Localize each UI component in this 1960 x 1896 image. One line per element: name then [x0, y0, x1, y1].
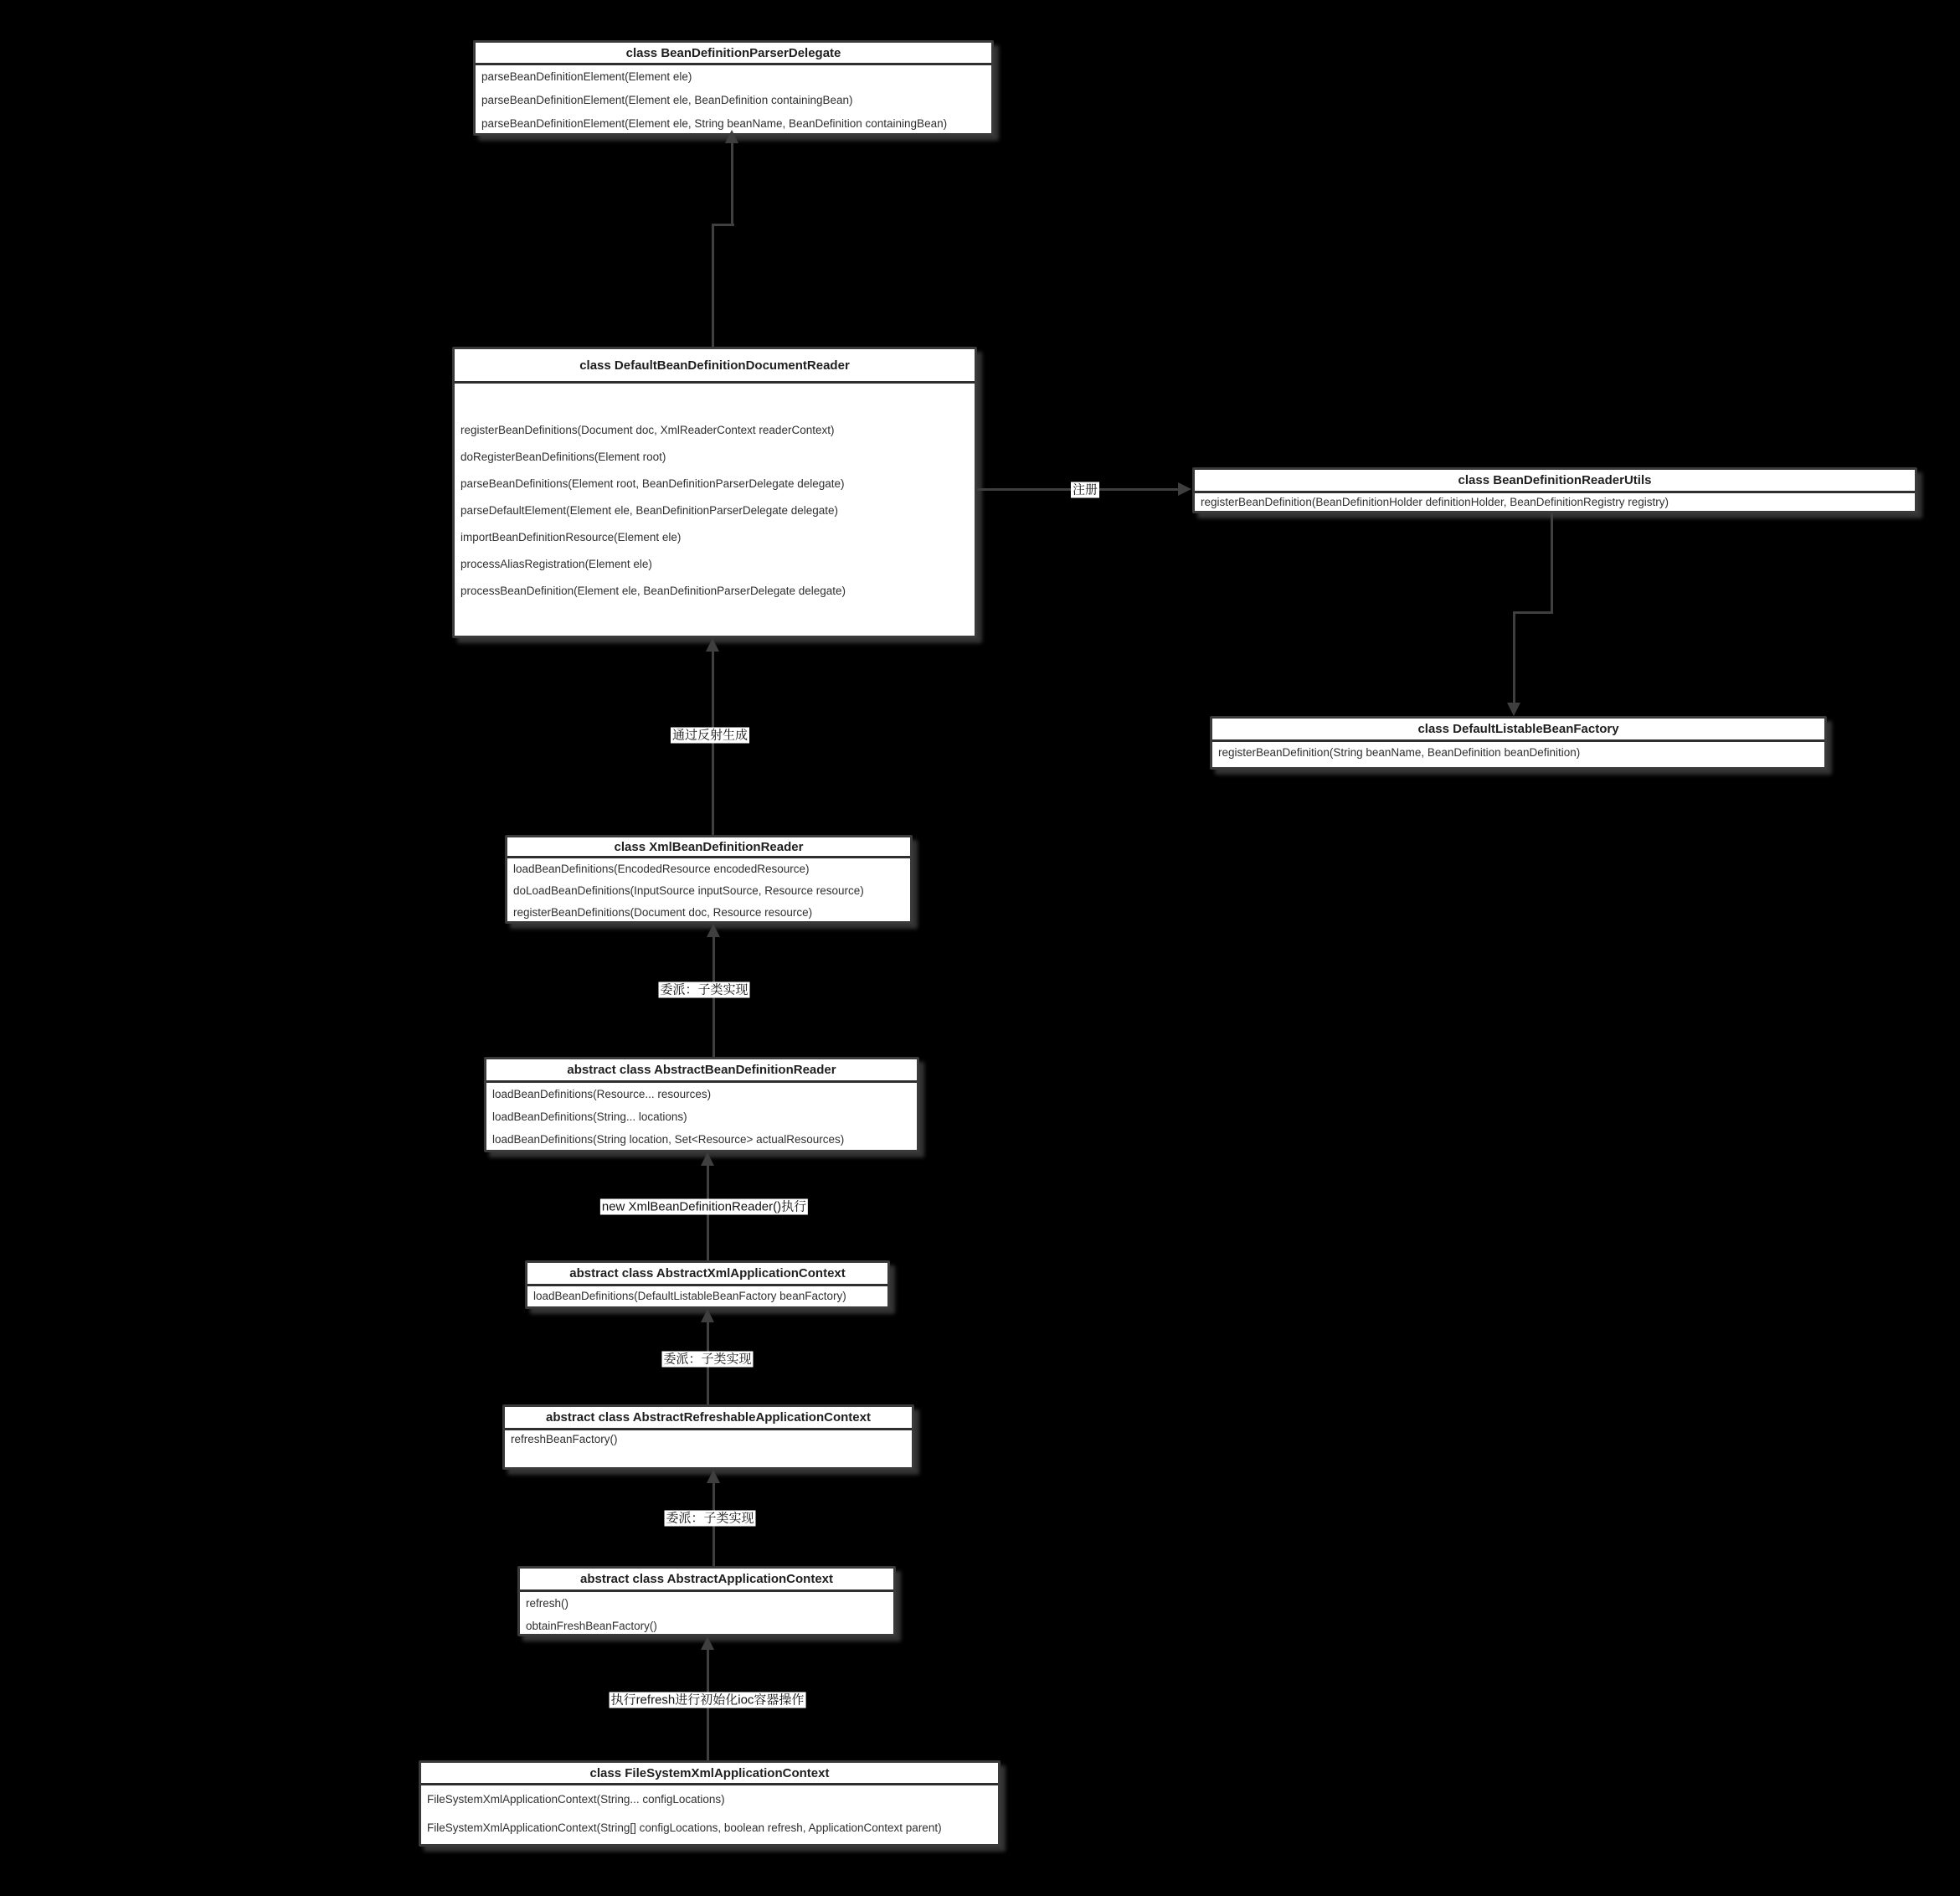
method-row: processAliasRegistration(Element ele)	[460, 558, 652, 570]
class-box-abstract-bean-definition-reader	[484, 1057, 919, 1152]
method-row: importBeanDefinitionResource(Element ele)	[460, 531, 682, 544]
method-row: doRegisterBeanDefinitions(Element root)	[460, 451, 666, 463]
method-row: parseBeanDefinitionElement(Element ele)	[481, 70, 692, 83]
class-box-default-listable-bean-factory	[1210, 716, 1827, 770]
class-methods	[455, 384, 975, 605]
class-title: class BeanDefinitionReaderUtils	[1195, 470, 1915, 493]
class-title: abstract class AbstractApplicationContext	[520, 1569, 893, 1592]
arrowhead-up-icon	[701, 1309, 714, 1322]
method-row: parseDefaultElement(Element ele, BeanDefinitionParserDelegate delegate)	[460, 504, 839, 517]
class-title: class XmlBeanDefinitionReader	[507, 837, 910, 858]
edge-documentreader-to-parserdelegate-segment	[712, 224, 714, 347]
class-box-abstract-application-context	[517, 1566, 896, 1636]
class-title: class FileSystemXmlApplicationContext	[421, 1763, 998, 1785]
class-methods	[527, 1286, 887, 1306]
class-box-default-bean-definition-document-reader	[452, 347, 977, 638]
class-methods	[505, 1430, 912, 1449]
method-row: FileSystemXmlApplicationContext(String... configLocations)	[427, 1793, 725, 1806]
edge-readerutils-to-listablebeanfactory-segment	[1551, 513, 1553, 614]
class-title: abstract class AbstractRefreshableApplicationContext	[505, 1407, 912, 1430]
class-methods	[421, 1785, 998, 1842]
method-row: loadBeanDefinitions(DefaultListableBeanFactory beanFactory)	[533, 1290, 846, 1302]
class-methods	[1212, 742, 1824, 764]
method-row: registerBeanDefinition(BeanDefinitionHolder definitionHolder, BeanDefinitionRegistry registry)	[1201, 496, 1669, 508]
class-title: class BeanDefinitionParserDelegate	[476, 43, 991, 65]
method-row: refreshBeanFactory()	[511, 1433, 618, 1445]
method-row: loadBeanDefinitions(String location, Set<Resource> actualResources)	[492, 1133, 845, 1146]
method-row: obtainFreshBeanFactory()	[526, 1620, 657, 1632]
method-row: registerBeanDefinition(String beanName, BeanDefinition beanDefinition)	[1218, 746, 1581, 759]
arrowhead-up-icon	[701, 1636, 714, 1650]
class-box-abstract-refreshable-application-context	[502, 1404, 914, 1470]
edge-label-reflection: 通过反射生成	[671, 728, 749, 743]
class-title: abstract class AbstractBeanDefinitionReader	[486, 1059, 917, 1083]
edge-label-delegate-subclass: 委派：子类实现	[666, 1511, 754, 1526]
class-methods	[520, 1592, 893, 1637]
class-methods	[486, 1083, 917, 1151]
class-box-abstract-xml-application-context	[525, 1260, 890, 1309]
method-row: FileSystemXmlApplicationContext(String[] configLocations, boolean refresh, ApplicationContext parent)	[427, 1821, 942, 1834]
arrowhead-down-icon	[1507, 703, 1520, 716]
class-methods	[1195, 493, 1915, 511]
arrowhead-right-icon	[1178, 482, 1191, 496]
edge-readerutils-to-listablebeanfactory-segment	[1513, 611, 1553, 614]
arrowhead-up-icon	[707, 1470, 720, 1483]
method-row: doLoadBeanDefinitions(InputSource inputSource, Resource resource)	[513, 884, 864, 897]
arrowhead-up-icon	[701, 1152, 714, 1166]
class-box-xml-bean-definition-reader	[505, 835, 913, 924]
class-box-bean-definition-reader-utils	[1192, 467, 1917, 513]
class-title: class DefaultListableBeanFactory	[1212, 719, 1824, 742]
method-row: loadBeanDefinitions(EncodedResource encodedResource)	[513, 863, 810, 875]
edge-label-delegate-subclass: 委派：子类实现	[663, 1352, 752, 1367]
class-methods	[476, 65, 991, 136]
method-row: processBeanDefinition(Element ele, BeanDefinitionParserDelegate delegate)	[460, 585, 846, 597]
method-row: loadBeanDefinitions(Resource... resources)	[492, 1088, 712, 1100]
edge-label-refresh-init: 执行refresh进行初始化ioc容器操作	[610, 1692, 805, 1708]
method-row: parseBeanDefinitionElement(Element ele, String beanName, BeanDefinition containingBean)	[481, 117, 948, 130]
edge-readerutils-to-listablebeanfactory-segment	[1513, 613, 1515, 703]
class-title: abstract class AbstractXmlApplicationContext	[527, 1263, 887, 1286]
method-row: refresh()	[526, 1597, 569, 1610]
edge-label-delegate-subclass: 委派：子类实现	[660, 982, 749, 997]
method-row: registerBeanDefinitions(Document doc, Resource resource)	[513, 906, 813, 919]
arrowhead-up-icon	[706, 638, 719, 652]
edge-label-new-xml-reader: new XmlBeanDefinitionReader()执行	[601, 1199, 807, 1214]
edge-label-register: 注册	[1072, 482, 1098, 497]
method-row: registerBeanDefinitions(Document doc, XmlReaderContext readerContext)	[460, 424, 835, 436]
class-box-file-system-xml-application-context	[419, 1760, 1001, 1847]
class-title: class DefaultBeanDefinitionDocumentReader	[455, 349, 975, 384]
method-row: parseBeanDefinitionElement(Element ele, BeanDefinition containingBean)	[481, 94, 853, 106]
arrowhead-up-icon	[725, 130, 738, 143]
method-row: loadBeanDefinitions(String... locations)	[492, 1110, 687, 1123]
edge-documentreader-to-parserdelegate-segment	[731, 142, 733, 226]
arrowhead-up-icon	[707, 924, 720, 937]
class-box-bean-definition-parser-delegate	[473, 40, 994, 136]
method-row: parseBeanDefinitions(Element root, BeanDefinitionParserDelegate delegate)	[460, 477, 845, 490]
class-methods	[507, 858, 910, 924]
